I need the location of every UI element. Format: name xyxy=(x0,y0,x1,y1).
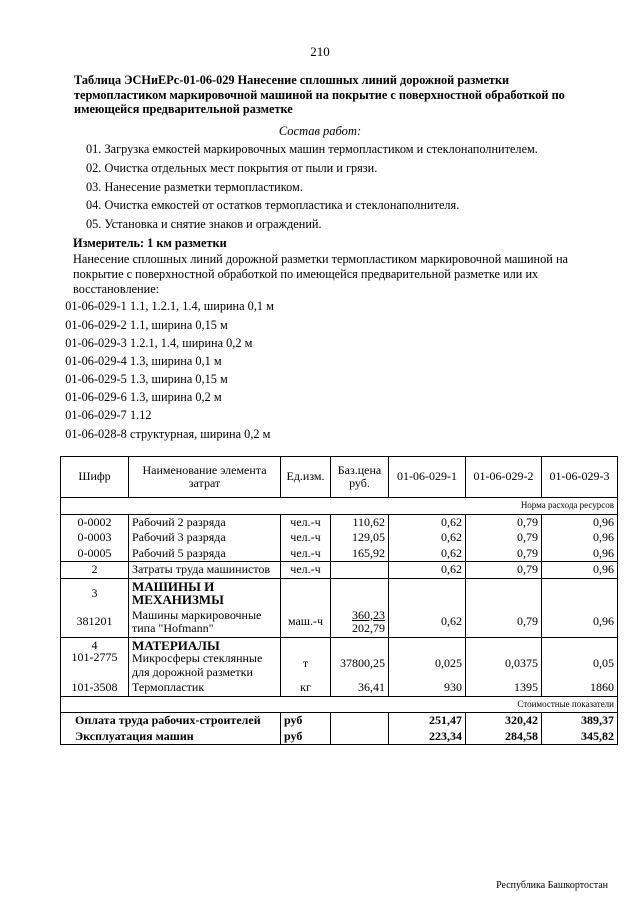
code-text: 1.1, 1.2.1, 1.4, ширина 0,1 м xyxy=(130,299,274,313)
row-price: 37800,25 xyxy=(331,637,389,680)
cost-row xyxy=(61,713,618,729)
row-code xyxy=(61,637,129,680)
cost-name: Оплата труда рабочих-строителей xyxy=(61,713,281,729)
row-v1: 0,62 xyxy=(389,530,466,546)
row-v3: 0,96 xyxy=(542,530,618,546)
code-id: 01-06-029-7 xyxy=(65,408,127,422)
row-price: 165,92 xyxy=(331,546,389,562)
norm-caption-row xyxy=(61,498,618,515)
cost-v3: 389,37 xyxy=(542,713,618,729)
row-unit: чел.-ч xyxy=(281,546,331,562)
row-v2: 0,79 xyxy=(466,530,542,546)
measure-unit: Измеритель: 1 км разметки xyxy=(73,236,227,250)
row-price xyxy=(331,562,389,579)
code-row xyxy=(62,390,222,405)
code-text: структурная, ширина 0,2 м xyxy=(130,427,271,441)
work-item: 04. Очистка емкостей от остатков термопластика и стеклонаполнителя. xyxy=(86,198,460,212)
table-row xyxy=(61,680,618,696)
header-name: Наименование элемента затрат xyxy=(129,457,281,498)
table-row xyxy=(61,514,618,530)
price-bottom: 202,79 xyxy=(352,621,385,635)
material-code: 101-2775 xyxy=(71,649,118,664)
row-v3: 0,96 xyxy=(542,562,618,579)
row-code: 0-0002 xyxy=(61,514,129,530)
row-price: 110,62 xyxy=(331,514,389,530)
row-v1: 0,62 xyxy=(389,546,466,562)
cost-unit: руб xyxy=(281,713,331,729)
table-row xyxy=(61,562,618,579)
row-code: 381201 xyxy=(61,608,129,638)
code-row xyxy=(62,336,252,351)
code-row xyxy=(62,318,228,333)
row-name: Машины маркировочные типа "Hofmann" xyxy=(129,608,281,638)
row-unit: чел.-ч xyxy=(281,530,331,546)
row-v2: 0,79 xyxy=(466,514,542,530)
code-text: 1.3, ширина 0,15 м xyxy=(130,372,228,386)
description: Нанесение сплошных линий дорожной разметки термопластиком маркировочной машиной на покрытие с поверхностной обработкой по имеющейся предварительной разметке или их восстановление: xyxy=(73,252,568,296)
row-v3: 0,96 xyxy=(542,546,618,562)
section-row xyxy=(61,637,618,680)
code-text: 1.3, ширина 0,2 м xyxy=(130,390,222,404)
row-v1: 0,62 xyxy=(389,514,466,530)
cost-caption-row xyxy=(61,696,618,713)
row-v1: 0,62 xyxy=(389,608,466,638)
header-col1: 01-06-029-1 xyxy=(389,457,466,498)
code-row xyxy=(62,354,222,369)
code-row xyxy=(62,408,152,423)
table-row xyxy=(61,608,618,638)
footer-region: Республика Башкортостан xyxy=(496,880,608,891)
table-row xyxy=(61,546,618,562)
work-item: 01. Загрузка емкостей маркировочных машин термопластиком и стеклонаполнителем. xyxy=(86,142,538,156)
cost-v1: 251,47 xyxy=(389,713,466,729)
row-name: Рабочий 2 разряда xyxy=(129,514,281,530)
row-v1: 0,025 xyxy=(389,637,466,680)
code-text: 1.1, ширина 0,15 м xyxy=(130,318,228,332)
price-top: 360,23 xyxy=(352,607,385,622)
row-v3: 1860 xyxy=(542,680,618,696)
row-v2: 0,79 xyxy=(466,546,542,562)
row-unit: чел.-ч xyxy=(281,514,331,530)
cost-v3: 345,82 xyxy=(542,729,618,745)
section-code: 4 xyxy=(91,637,98,652)
row-v2: 1395 xyxy=(466,680,542,696)
norm-caption: Норма расхода ресурсов xyxy=(61,498,618,515)
row-code: 0-0005 xyxy=(61,546,129,562)
code-row xyxy=(62,372,228,387)
row-code: 101-3508 xyxy=(61,680,129,696)
code-id: 01-06-029-6 xyxy=(65,390,127,404)
row-price xyxy=(331,608,389,638)
row-price: 129,05 xyxy=(331,530,389,546)
work-item: 03. Нанесение разметки термопластиком. xyxy=(86,180,303,194)
row-v1: 930 xyxy=(389,680,466,696)
header-col2: 01-06-029-2 xyxy=(466,457,542,498)
code-id: 01-06-029-2 xyxy=(65,318,127,332)
header-price: Баз.цена руб. xyxy=(331,457,389,498)
header-col3: 01-06-029-3 xyxy=(542,457,618,498)
row-unit: маш.-ч xyxy=(281,608,331,638)
row-unit: чел.-ч xyxy=(281,562,331,579)
resource-table xyxy=(60,456,618,745)
row-code: 2 xyxy=(61,562,129,579)
material-name: Микросферы стеклянные для дорожной разметки xyxy=(132,651,263,679)
cost-v2: 284,58 xyxy=(466,729,542,745)
code-id: 01-06-029-3 xyxy=(65,336,127,350)
page-number: 210 xyxy=(310,44,330,59)
row-unit: т xyxy=(281,637,331,680)
row-v3: 0,96 xyxy=(542,608,618,638)
code-text: 1.2.1, 1.4, ширина 0,2 м xyxy=(130,336,253,350)
table-header-row xyxy=(61,457,618,498)
row-unit: кг xyxy=(281,680,331,696)
cost-v1: 223,34 xyxy=(389,729,466,745)
row-code: 0-0003 xyxy=(61,530,129,546)
row-name: Рабочий 5 разряда xyxy=(129,546,281,562)
code-id: 01-06-029-5 xyxy=(65,372,127,386)
header-code: Шифр xyxy=(61,457,129,498)
row-v2: 0,79 xyxy=(466,562,542,579)
row-v3: 0,96 xyxy=(542,514,618,530)
code-row xyxy=(62,299,274,314)
table-title: Таблица ЭСНиЕРс-01-06-029 Нанесение сплошных линий дорожной разметки термопластиком маркировочной машиной на покрытие с поверхностной обработкой по имеющейся предварительной разметке xyxy=(74,73,565,116)
header-unit: Ед.изм. xyxy=(281,457,331,498)
row-name xyxy=(129,637,281,680)
row-price: 36,41 xyxy=(331,680,389,696)
work-item: 05. Установка и снятие знаков и ограждений. xyxy=(86,217,322,231)
cost-unit: руб xyxy=(281,729,331,745)
section-row xyxy=(61,578,618,608)
cost-v2: 320,42 xyxy=(466,713,542,729)
row-name: Термопластик xyxy=(129,680,281,696)
row-name: Рабочий 3 разряда xyxy=(129,530,281,546)
row-name: Затраты труда машинистов xyxy=(129,562,281,579)
code-id: 01-06-029-1 xyxy=(65,299,127,313)
cost-row xyxy=(61,729,618,745)
row-v2: 0,79 xyxy=(466,608,542,638)
code-id: 01-06-028-8 xyxy=(65,427,127,441)
code-text: 1.3, ширина 0,1 м xyxy=(130,354,222,368)
works-heading: Состав работ: xyxy=(278,124,362,138)
row-v2: 0,0375 xyxy=(466,637,542,680)
code-text: 1.12 xyxy=(130,408,152,422)
row-v1: 0,62 xyxy=(389,562,466,579)
code-row xyxy=(62,427,270,442)
work-item: 02. Очистка отдельных мест покрытия от пыли и грязи. xyxy=(86,161,378,175)
section-code: 3 xyxy=(61,578,129,608)
section-title: МАШИНЫ И МЕХАНИЗМЫ xyxy=(129,578,281,608)
table-row xyxy=(61,530,618,546)
cost-name: Эксплуатация машин xyxy=(61,729,281,745)
row-v3: 0,05 xyxy=(542,637,618,680)
section-title: МАТЕРИАЛЫ xyxy=(132,637,220,653)
cost-caption: Стоимостные показатели xyxy=(61,696,618,713)
code-id: 01-06-029-4 xyxy=(65,354,127,368)
